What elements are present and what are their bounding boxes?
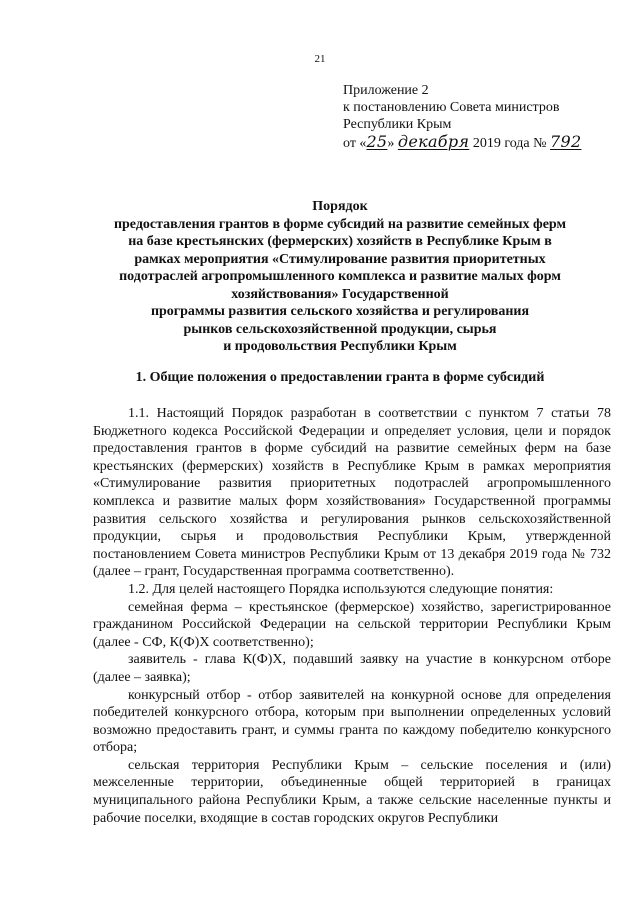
page-number: 21 [314,53,326,65]
date-mid: » [387,136,398,151]
appendix-line-2: к постановлению Совета министров [343,100,560,115]
definition-family-farm: семейная ферма – крестьянское (фермерское) хозяйство, зарегистрированное гражданином Российской Федерации на сельской территории Республики Крым (далее - СФ, К(Ф)Х соответственно); [93,599,611,650]
appendix-line-1: Приложение 2 [343,83,429,98]
appendix-date-line [343,133,623,152]
date-month-handwritten: декабря [397,132,470,151]
title-line: программы развития сельского хозяйства и регулирования [150,304,530,319]
definition-rural-territory: сельская территория Республики Крым – сельские поселения и (или) межселенные территории, объединенные общей территорией в границах муниципального района Республики Крым, а также сельские населенные пункты и рабочие поселки, входящие в состав городских округов Республики [93,757,611,826]
title-line: хозяйствования» Государственной [231,286,449,302]
title-line: Порядок [312,199,368,214]
date-suffix: 2019 года № [469,136,550,151]
doc-number-handwritten: 792 [550,132,582,151]
title-line: рамках мероприятия «Стимулирование развития приоритетных [134,251,546,267]
title-line: предоставления грантов в форме субсидий на развитие семейных ферм [113,216,567,232]
section-heading: 1. Общие положения о предоставлении гранта в форме субсидий [135,370,545,385]
appendix-line-3: Республики Крым [343,117,452,132]
title-line: и продовольствия Республики Крым [223,339,457,354]
document-body [93,405,611,827]
appendix-header [343,82,623,152]
title-line: на базе крестьянских (фермерских) хозяйств в Республике Крым в [128,234,552,249]
document-title [70,198,610,356]
title-line: рынков сельскохозяйственной продукции, сырья [183,321,497,337]
paragraph-1-1: 1.1. Настоящий Порядок разработан в соответствии с пунктом 7 статьи 78 Бюджетного кодекса Российской Федерации и определяет условия, цели и порядок предоставления грантов в форме субсидий на развитие семейных ферм на базе крестьянских (фермерских) хозяйств в Республике Крым в рамках мероприятия «Стимулирование развития приоритетных подотраслей агропромышленного комплекса и развитие малых форм хозяйствования» Государственной программы развития сельского хозяйства и регулирования рынков сельскохозяйственной продукции, сырья и продовольствия Республики Крым, утвержденной постановлением Совета министров Республики Крым от 13 декабря 2019 года № 732 (далее – грант, Государственная программа соответственно). [93,406,611,580]
definition-applicant: заявитель - глава К(Ф)Х, подавший заявку на участие в конкурсном отборе (далее – заявка); [93,652,611,685]
paragraph-1-2: 1.2. Для целей настоящего Порядка используются следующие понятия: [128,581,554,597]
date-prefix: от « [343,136,367,151]
date-day-handwritten: 25 [366,132,388,151]
title-line: подотраслей агропромышленного комплекса и развитие малых форм [119,269,561,284]
definition-competition: конкурсный отбор - отбор заявителей на конкурной основе для определения победителей конкурсного отбора, которым при выполнении определенных условий возможно предоставить грант, и суммы гранта по каждому победителю конкурсного отбора; [93,687,611,756]
